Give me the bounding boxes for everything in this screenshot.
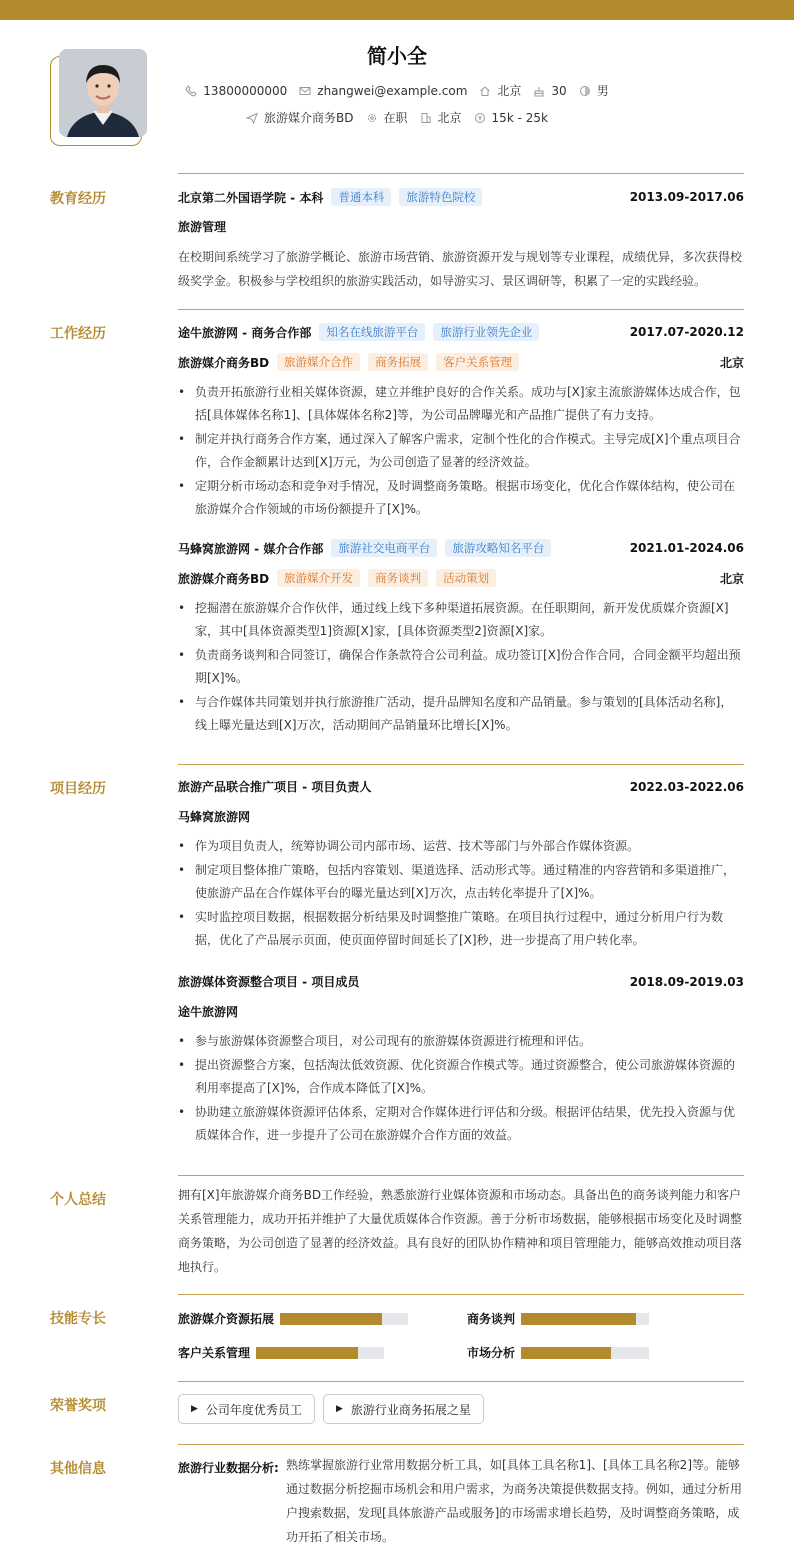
project-bullets	[178, 1030, 744, 1148]
work-role: 旅游媒介商务BD	[178, 355, 270, 370]
divider	[178, 1444, 744, 1445]
status-item	[366, 109, 408, 126]
section-title-education: 教育经历	[50, 191, 106, 207]
section-title-other: 其他信息	[50, 1461, 106, 1477]
skill-bar	[521, 1347, 649, 1359]
city-item	[479, 82, 521, 99]
skill-name: 客户关系管理	[178, 1346, 251, 1360]
award-text: 旅游行业商务拓展之星	[350, 1402, 471, 1417]
skill-item	[178, 1344, 384, 1361]
project-org: 马蜂窝旅游网	[178, 810, 251, 824]
divider	[178, 1294, 744, 1295]
project-date: 2018.09-2019.03	[629, 974, 744, 989]
school-tag: 旅游特色院校	[399, 188, 482, 206]
phone-item	[185, 82, 287, 99]
work-header	[178, 539, 744, 557]
gear-icon	[366, 112, 378, 124]
section-title-skills: 技能专长	[50, 1311, 106, 1327]
skill-bar	[280, 1313, 408, 1325]
school-name: 北京第二外国语学院 - 本科	[178, 190, 324, 205]
section-title-project: 项目经历	[50, 781, 106, 797]
gender-text: 男	[596, 84, 609, 98]
target-city-text: 北京	[437, 111, 462, 125]
skill-item	[467, 1310, 649, 1327]
list-item: • 制定并执行商务合作方案，通过深入了解客户需求，定制个性化的合作模式。主导完成[X]个重点项目合作，合作金额累计达到[X]万元，为公司创造了显著的经济效益。	[178, 428, 744, 474]
candidate-name: 简小全	[367, 44, 427, 68]
project-title: 旅游产品联合推广项目 - 项目负责人	[178, 780, 372, 794]
job-intent-row	[0, 109, 794, 126]
list-item: • 负责开拓旅游行业相关媒体资源，建立并维护良好的合作关系。成功与[X]家主流旅游媒体达成合作，包括[具体媒体名称1]、[具体媒体名称2]等，为公司品牌曝光和产品推广提供了有力支持。	[178, 381, 744, 427]
coin-icon	[474, 112, 486, 124]
skill-bar-fill	[256, 1347, 358, 1359]
project-header	[178, 778, 744, 795]
award-chip	[323, 1394, 484, 1424]
divider	[178, 1175, 744, 1176]
summary-text: 拥有[X]年旅游媒介商务BD工作经验，熟悉旅游行业媒体资源和市场动态。具备出色的商务谈判能力和客户关系管理能力，成功开拓并维护了大量优质媒体合作资源。善于分析市场数据，能够根据市场变化及时调整商务策略，为公司创造了显著的经济效益。具有良好的团队协作精神和项目管理能力，能够高效推动项目落地执行。	[178, 1188, 743, 1274]
email-item	[299, 82, 467, 99]
project-title: 旅游媒体资源整合项目 - 项目成员	[178, 975, 360, 989]
education-major: 旅游管理	[178, 220, 227, 234]
cake-icon	[533, 85, 545, 97]
skill-bar-fill	[521, 1347, 611, 1359]
phone-icon	[185, 85, 197, 97]
list-item: • 负责商务谈判和合同签订，确保合作条款符合公司利益。成功签订[X]份合作合同，合同金额平均超出预期[X]%。	[178, 644, 744, 690]
work-role: 旅游媒介商务BD	[178, 571, 270, 586]
company-name: 途牛旅游网 - 商务合作部	[178, 325, 312, 340]
list-item: • 协助建立旅游媒体资源评估体系，定期对合作媒体进行评估和分级。根据评估结果，优先投入资源与优质媒体合作，进一步提升了公司在旅游媒介合作方面的效益。	[178, 1101, 744, 1147]
education-date: 2013.09-2017.06	[629, 190, 744, 204]
section-title-work: 工作经历	[50, 326, 106, 342]
list-item: • 实时监控项目数据，根据数据分析结果及时调整推广策略。在项目执行过程中，通过分析用户行为数据，优化了产品展示页面，使页面停留时间延长了[X]秒，进一步提高了用户转化率。	[178, 906, 744, 952]
work-location: 北京	[719, 355, 744, 370]
skill-name: 商务谈判	[467, 1312, 516, 1326]
education-header	[178, 188, 744, 206]
contact-row	[0, 82, 794, 99]
list-item: • 制定项目整体推广策略，包括内容策划、渠道选择、活动形式等。通过精准的内容营销和多渠道推广，使旅游产品在合作媒体平台的曝光量达到[X]万次，点击转化率提升了[X]%。	[178, 859, 744, 905]
other-text: 熟练掌握旅游行业常用数据分析工具，如[具体工具名称1]、[具体工具名称2]等。能够通过数据分析挖掘市场机会和用户需求，为商务决策提供数据支持。例如，通过分析用户搜索数据，发现[具体旅游产品或服务]的市场需求增长趋势，及时调整商务策略，成功开拓了相关市场。	[286, 1458, 743, 1544]
salary-item	[474, 109, 548, 126]
skill-tag: 活动策划	[436, 569, 496, 587]
project-bullets	[178, 835, 744, 953]
education-desc: 在校期间系统学习了旅游学概论、旅游市场营销、旅游资源开发与规划等专业课程，成绩优异，多次获得校级奖学金。积极参与学校组织的旅游实践活动，如导游实习、景区调研等，积累了一定的实践经验。	[178, 250, 743, 288]
section-title-awards: 荣誉奖项	[50, 1398, 106, 1414]
skill-tag: 客户关系管理	[436, 353, 519, 371]
home-icon	[479, 85, 491, 97]
gender-item	[579, 82, 609, 99]
divider	[178, 1381, 744, 1382]
list-item: • 参与旅游媒体资源整合项目，对公司现有的旅游媒体资源进行梳理和评估。	[178, 1030, 744, 1053]
skill-name: 旅游媒介资源拓展	[178, 1312, 275, 1326]
email-text: zhangwei@example.com	[317, 83, 468, 98]
work-bullets	[178, 597, 744, 738]
award-text: 公司年度优秀员工	[205, 1402, 302, 1417]
list-item: • 定期分析市场动态和竞争对手情况，及时调整商务策略。根据市场变化，优化合作媒体结构，使公司在旅游媒介合作领域的市场份额提升了[X]%。	[178, 475, 744, 521]
school-tag: 普通本科	[331, 188, 391, 206]
work-location: 北京	[719, 571, 744, 586]
divider	[178, 173, 744, 174]
phone-text: 13800000000	[203, 83, 288, 98]
send-icon	[246, 112, 258, 124]
work-bullets	[178, 381, 744, 522]
skill-item	[178, 1310, 408, 1327]
list-item: • 提出资源整合方案，包括淘汰低效资源、优化资源合作模式等。通过资源整合，使公司旅游媒体资源的利用率提高了[X]%，合作成本降低了[X]%。	[178, 1054, 744, 1100]
skill-tag: 旅游媒介合作	[277, 353, 360, 371]
section-title-summary: 个人总结	[50, 1192, 106, 1208]
target-city-item	[420, 109, 462, 126]
mail-icon	[299, 85, 311, 97]
company-tag: 旅游行业领先企业	[433, 323, 539, 341]
skill-tag: 商务谈判	[368, 569, 428, 587]
company-name: 马蜂窝旅游网 - 媒介合作部	[178, 541, 324, 556]
skill-tag: 商务拓展	[368, 353, 428, 371]
skill-name: 市场分析	[467, 1346, 516, 1360]
work-role-row	[178, 569, 744, 587]
list-item: • 与合作媒体共同策划并执行旅游推广活动，提升品牌知名度和产品销量。参与策划的[具体活动名称]，线上曝光量达到[X]万次，活动期间产品销量环比增长[X]%。	[178, 691, 744, 737]
work-date: 2017.07-2020.12	[629, 325, 744, 339]
age-text: 30	[551, 83, 567, 98]
work-date: 2021.01-2024.06	[629, 541, 744, 555]
city-text: 北京	[497, 84, 522, 98]
position-text: 旅游媒介商务BD	[264, 111, 354, 125]
position-item	[246, 109, 353, 126]
work-role-row	[178, 353, 744, 371]
list-item: • 作为项目负责人，统筹协调公司内部市场、运营、技术等部门与外部合作媒体资源。	[178, 835, 744, 858]
skill-item	[467, 1344, 649, 1361]
play-icon: ▶	[191, 1404, 198, 1414]
skill-bar-fill	[280, 1313, 382, 1325]
skill-bar	[521, 1313, 649, 1325]
play-icon: ▶	[336, 1404, 343, 1414]
work-header	[178, 323, 744, 341]
status-text: 在职	[383, 111, 408, 125]
divider	[178, 309, 744, 310]
company-tag: 旅游攻略知名平台	[445, 539, 551, 557]
project-org: 途牛旅游网	[178, 1005, 239, 1019]
project-header	[178, 973, 744, 990]
other-label: 旅游行业数据分析:	[178, 1461, 279, 1475]
divider	[178, 764, 744, 765]
project-date: 2022.03-2022.06	[629, 779, 744, 794]
company-tag: 旅游社交电商平台	[331, 539, 437, 557]
skill-bar-fill	[521, 1313, 636, 1325]
skill-bar	[256, 1347, 384, 1359]
salary-text: 15k - 25k	[491, 110, 548, 125]
building-icon	[420, 112, 432, 124]
gender-icon	[579, 85, 591, 97]
company-tag: 知名在线旅游平台	[319, 323, 425, 341]
list-item: • 挖掘潜在旅游媒介合作伙伴，通过线上线下多种渠道拓展资源。在任职期间，新开发优质媒介资源[X]家，其中[具体资源类型1]资源[X]家，[具体资源类型2]资源[X]家。	[178, 597, 744, 643]
age-item	[533, 82, 566, 99]
top-accent-bar	[0, 0, 794, 20]
skill-tag: 旅游媒介开发	[277, 569, 360, 587]
award-chip	[178, 1394, 315, 1424]
